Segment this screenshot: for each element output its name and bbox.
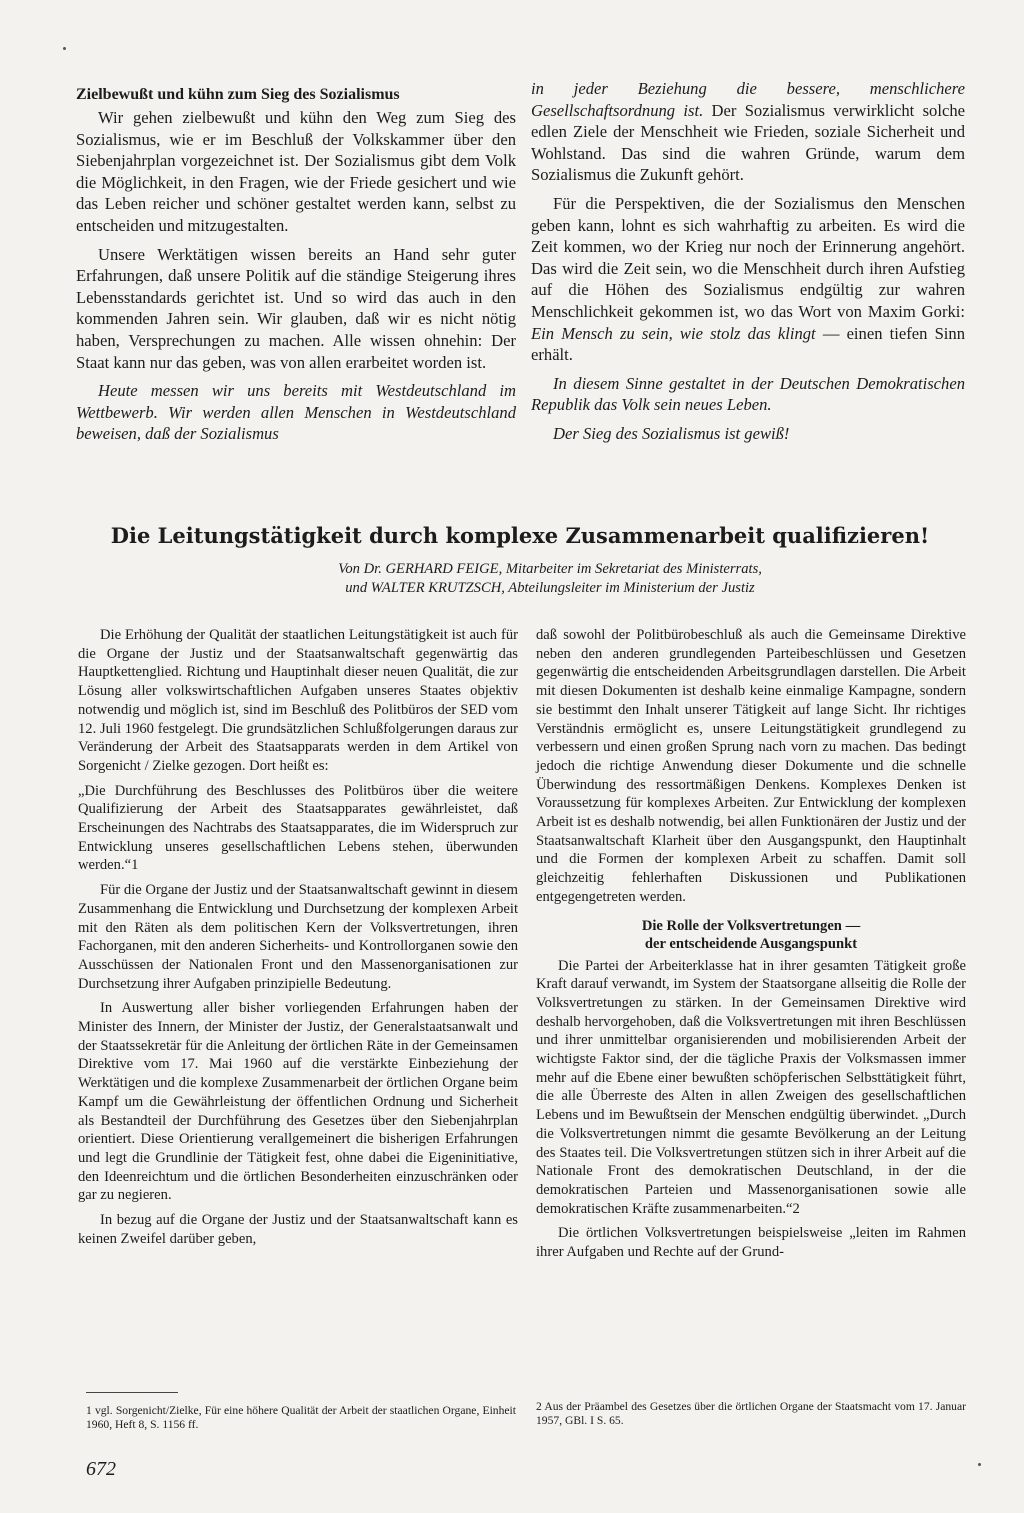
text-span: Für die Perspektiven, die der Sozialismus den Menschen geben kann, lohnt es sich wahrhaftig zu arbeiten. Es wird die Zeit kommen, wo der Krieg nur noch der Erinnerung angehört. Das wird die Zeit sein, wo die Menschheit durch ihren Aufstieg auf die Höhen des Sozialismus endgültig zur wahren Menschlichkeit gekommen ist, wo das Wort von Maxim Gorki: (531, 193, 965, 321)
paragraph: Wir gehen zielbewußt und kühn den Weg zum Sieg des Sozialismus, wie er im Beschluß der Volkskammer über den Siebenjahrplan vorgezeichnet ist. Der Sozialismus gibt dem Volk die Möglichkeit, in den Fragen, wie der Friede gesichert und wie das Leben reicher und schöner gestaltet werden kann, selbst zu entscheiden und mitzugestalten. (76, 108, 516, 235)
scan-speck (63, 47, 66, 50)
paragraph: Der Sieg des Sozialismus ist gewiß! (553, 423, 790, 443)
paragraph (531, 78, 965, 186)
paragraph: daß sowohl der Politbürobeschluß als auch die Gemeinsame Direktive neben den anderen grundlegenden Parteibeschlüssen und Gesetzen gegenwärtig die entscheidenden Arbeitsgrundlagen darstellen. Die Arbeit mit diesen Dokumenten ist deshalb keine einmalige Kampagne, sondern sie bestimmt den Inhalt unserer Tätigkeit auf lange Sicht. Ihr richtiges Verständnis ermöglicht es, unsere Leitungstätigkeit grundlegend zu verbessern und einen großen Sprung nach vorn zu machen. Das bedingt jedoch die richtige Anwendung dieser Dokumente und die schnelle Überwindung des ressortmäßigen Denkens. Komplexes Denken ist Voraussetzung für komplexes Arbeiten. Zur Entwicklung der komplexen Arbeit ist es deshalb notwendig, bei allen Funktionären der Justiz und der Staatsanwaltschaft Klarheit über den Ausgangspunkt, den Hauptinhalt und die Formen der komplexen Arbeit zu schaffen. Damit soll gleichzeitig fehlerhaften Diskussionen und Publikationen entgegengetreten werden. (536, 627, 966, 905)
quotation (78, 782, 518, 876)
section-heading: Zielbewußt und kühn zum Sieg des Sozialismus (76, 86, 400, 103)
paragraph: Die örtlichen Volksvertretungen beispielsweise „leiten im Rahmen ihrer Aufgaben und Rechte auf der Grund- (536, 1225, 966, 1261)
paragraph: Die Partei der Arbeiterklasse hat in ihrer gesamten Tätigkeit große Kraft darauf verwandt, im System der Staatsorgane allseitig die Rolle der Volksvertretungen zu stärken. In der Gemeinsamen Direktive wird deshalb hervorgehoben, daß die Volksvertretungen mit ihren Beschlüssen und ihrer unmittelbar organisierenden und mobilisierenden Arbeit der wichtigste Faktor sind, der die tägliche Praxis der Volksmassen immer mehr auf die Ebene einer bewußten schöpferischen Selbsttätigkeit führt, die alle Überreste des Alten in allen Zweigen des gesellschaftlichen Lebens und im Bewußtsein der Menschen endgültig überwindet. „Durch die Volksvertretungen nimmt die gesamte Bevölkerung an der Leitung des Staates teil. Die Volksvertretungen stützen sich in ihrer Arbeit auf die Nationale Front des demokratischen Deutschland, in der die demokratischen Parteien und Massenorganisationen sowie alle demokratischen Kräfte zusammenarbeiten.“2 (536, 957, 966, 1217)
paragraph: Unsere Werktätigen wissen bereits an Hand sehr guter Erfahrungen, daß unsere Politik auf die ständige Steigerung ihres Lebensstandards gerichtet ist. Und so wird das auch in den kommenden Jahren sein. Wir glauben, daß wir es nicht nötig haben, Versprechungen zu machen. Alle wissen ohnehin: Der Staat kann nur das geben, was von allen erarbeitet worden ist. (76, 244, 516, 372)
quote-text: „Die Durchführung des Beschlusses des Politbüros über die weitere Qualifizierung der Arbeit des Staatsapparates gewährleistet, daß Erscheinungen des Nachtrabs des Staatsapparates, die im Widerspruch zur Entwicklung unseres gesellschaftlichen Lebens stehen, überwunden werden.“1 (78, 782, 518, 874)
scan-speck (978, 1463, 981, 1466)
italic-span: in jeder Beziehung die bessere, menschlichere Gesellschaftsordnung ist. (531, 79, 965, 120)
footnote: 1 vgl. Sorgenicht/Zielke, Für eine höhere Qualität der Arbeit der staatlichen Organe, Einheit 1960, Heft 8, S. 1156 ff. (86, 1404, 516, 1431)
byline-line: und WALTER KRUTZSCH, Abteilungsleiter im Ministerium der Justiz (345, 580, 755, 596)
byline-line: Von Dr. GERHARD FEIGE, Mitarbeiter im Sekretariat des Ministerrats, (338, 561, 762, 577)
gorki-quote: Ein Mensch zu sein, wie stolz das klingt (531, 323, 816, 343)
bottom-left-column (78, 626, 518, 1255)
text-span: Der Sozialismus verwirklicht solche edlen Ziele der Menschheit wie Frieden, soziale Sicherheit und Wohlstand. Das sind die wahren Gründe, warum dem Sozialismus die Zukunft gehört. (531, 100, 965, 185)
article-title: Die Leitungstätigkeit durch komplexe Zusammenarbeit qualifizieren! (110, 523, 930, 548)
paragraph: Für die Organe der Justiz und der Staatsanwaltschaft gewinnt in diesem Zusammenhang die Entwicklung und Durchsetzung der komplexen Arbeit mit den Räten als dem politischen Kern der Volksvertretungen, ihren Fachorganen, mit den anderen Sicherheits- und Kontrollorganen sowie den Ausschüssen der Nationalen Front und den Massenorganisationen zur Durchsetzung ihrer Aufgaben prinzipielle Bedeutung. (78, 882, 518, 992)
footnote-rule (86, 1392, 178, 1393)
paragraph: Heute messen wir uns bereits mit Westdeutschland im Wettbewerb. Wir werden allen Menschen in Westdeutschland beweisen, daß der Sozialismus (76, 381, 516, 444)
paragraph: In diesem Sinne gestaltet in der Deutschen Demokratischen Republik das Volk sein neues Leben. (531, 373, 965, 415)
bottom-right-column (536, 626, 966, 1268)
text-span: — einen tiefen Sinn erhält. (531, 323, 966, 365)
paragraph: In Auswertung aller bisher vorliegenden Erfahrungen haben der Minister des Innern, der Minister der Justiz, der Generalstaatsanwalt und der Staatssekretär für die Anleitung der örtlichen Räte in der Gemeinsamen Direktive vom 17. Mai 1960 auf die verstärkte Einbeziehung der Werktätigen und die komplexe Zusammenarbeit der örtlichen Organe beim Kampf um die Gewährleistung der öffentlichen Ordnung und Sicherheit als Bestandteil der Durchführung des Gesetzes über den Siebenjahrplan orientiert. Diese Orientierung verallgemeinert die bisherigen Erfahrungen und legt die Grundlinie der Tätigkeit fest, ohne dabei die Eigeninitiative, den Ideenreichtum und die örtlichen Besonderheiten einzuschränken oder gar zu negieren. (78, 1000, 518, 1204)
paragraph (531, 193, 965, 366)
paragraph: In bezug auf die Organe der Justiz und der Staatsanwaltschaft kann es keinen Zweifel darüber geben, (78, 1212, 518, 1247)
sub-heading-line: der entscheidende Ausgangspunkt (644, 935, 858, 952)
sub-heading-line: Die Rolle der Volksvertretungen — (641, 917, 861, 934)
article-byline (150, 560, 950, 598)
paragraph: Die Erhöhung der Qualität der staatlichen Leitungstätigkeit ist auch für die Organe der Justiz und der Staatsanwaltschaft gegenwärtig das Hauptkettenglied. Richtung und Hauptinhalt dieser neuen Qualität, die zur Lösung aller volkswirtschaftlichen Aufgaben unseres Staates objektiv notwendig und möglich ist, sind im Beschluß des Politbüros der SED vom 12. Juli 1960 festgelegt. Die grundsätzlichen Schlußfolgerungen daraus zur Veränderung der Arbeit des Staatsapparats werden in dem Artikel von Sorgenicht / Zielke gezogen. Dort heißt es: (78, 627, 518, 774)
top-left-column (76, 85, 516, 452)
page-number: 672 (86, 1458, 116, 1480)
top-right-column (531, 78, 965, 452)
sub-heading (536, 917, 966, 953)
footnote: 2 Aus der Präambel des Gesetzes über die örtlichen Organe der Staatsmacht vom 17. Januar 1957, GBl. I S. 65. (536, 1400, 966, 1427)
